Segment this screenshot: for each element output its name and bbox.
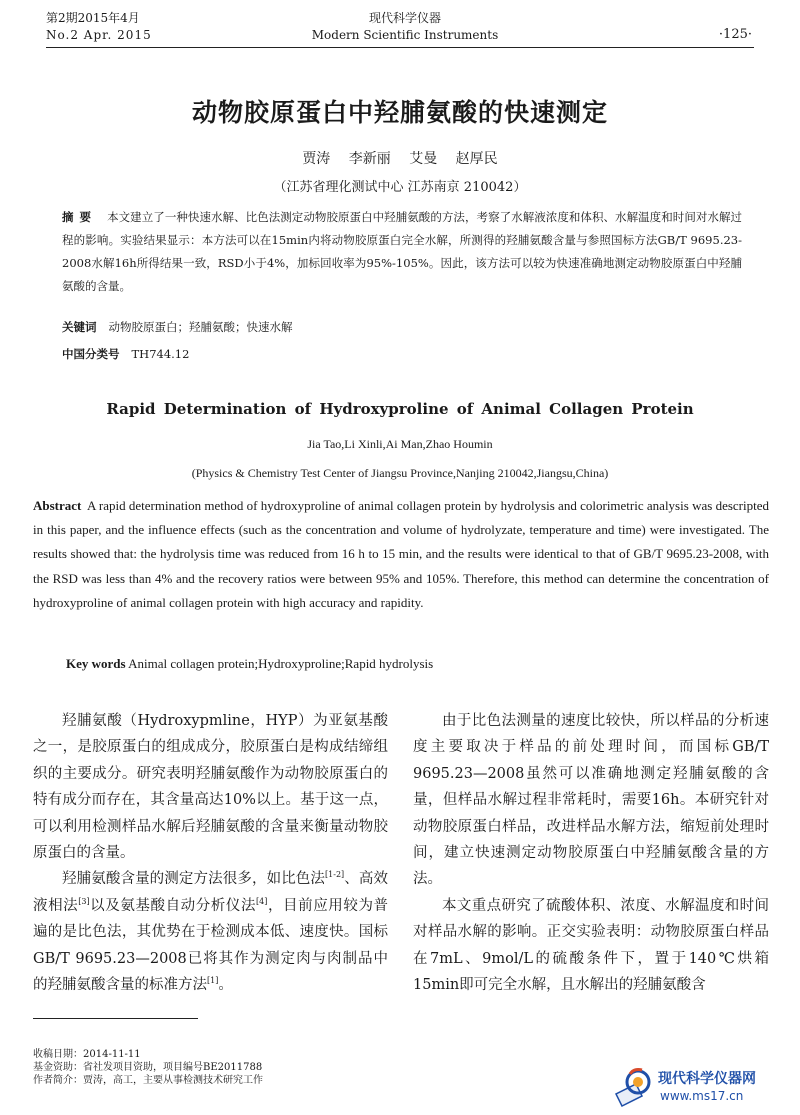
abstract-en-label: Abstract — [33, 498, 82, 513]
citation-ref: [4] — [256, 896, 268, 906]
text-run: 、高效液相法 — [33, 871, 389, 914]
body-column-right — [413, 708, 769, 998]
body-left-paragraph-1: 羟脯氨酸（Hydroxypmline，HYP）为亚氨基酸之一，是胶原蛋白的组成成分，胶原蛋白是构成结缔组织的主要成分。研究表明羟脯氨酸作为动物胶原蛋白的特有成分而存在，其含量高达10%以上。基于这一点，可以利用检测样品水解后羟脯氨酸的含量来衡量动物胶原蛋白的含量。 — [33, 713, 388, 862]
authors-en: Jia Tao,Li Xinli,Ai Man,Zhao Houmin — [307, 437, 493, 451]
body-column-left — [33, 708, 388, 998]
magnifier-icon — [612, 1064, 656, 1110]
keywords-en-text: Animal collagen protein;Hydroxyproline;Rapid hydrolysis — [128, 656, 434, 671]
keywords-cn-label: 关键词 — [62, 320, 97, 334]
watermark-name: 现代科学仪器网 — [658, 1071, 756, 1087]
citation-ref: [1-2] — [325, 870, 345, 880]
text-run: ，目前应用较为普遍的是比色法，其优势在于检测成本低、速度快。国标GB/T 9695.23—2008已将其作为测定肉与肉制品中的羟脯氨酸含量的标准方法 — [33, 897, 389, 994]
page-title: 动物胶原蛋白中羟脯氨酸的快速测定 — [191, 98, 608, 127]
title-en: Rapid Determination of Hydroxyproline of Animal Collagen Protein — [106, 400, 694, 418]
citation-ref: [3] — [78, 896, 90, 906]
journal-en: Modern Scientific Instruments — [311, 28, 499, 42]
watermark-url: www.ms17.cn — [660, 1089, 744, 1103]
issue-en: No.2 Apr. 2015 — [46, 28, 152, 42]
body-left-paragraph-2 — [33, 866, 388, 998]
abstract-en — [33, 494, 769, 615]
footnote-fund: 基金资助：省社发项目资助，项目编号BE2011788 — [33, 1062, 263, 1073]
body-right-paragraph-2: 本文重点研究了硫酸体积、浓度、水解温度和时间对样品水解的影响。正交实验表明：动物胶原蛋白样品在7mL、9mol/L的硫酸条件下，置于140℃烘箱15min即可完全水解，且水解出的羟脯氨酸含 — [413, 897, 769, 994]
text-run: 以及氨基酸自动分析仪法 — [89, 897, 257, 914]
footnote-author: 作者简介：贾涛，高工，主要从事检测技术研究工作 — [33, 1075, 263, 1086]
text-run: 羟脯氨酸含量的测定方法很多，如比色法 — [62, 871, 326, 888]
header-rule — [46, 47, 754, 48]
clc-number — [62, 346, 189, 362]
page-number: ·125· — [718, 27, 752, 42]
affiliation-en: (Physics & Chemistry Test Center of Jiangsu Province,Nanjing 210042,Jiangsu,China) — [191, 466, 609, 480]
text-run: 。 — [218, 977, 233, 994]
journal-name — [290, 10, 520, 44]
citation-ref: [1] — [207, 976, 219, 986]
abstract-cn-text: 本文建立了一种快速水解、比色法测定动物胶原蛋白中羟脯氨酸的方法，考察了水解液浓度和体积、水解温度和时间对水解过程的影响。实验结果显示：本方法可以在15min内将动物胶原蛋白完全水解，所测得的羟脯氨酸含量与参照国标方法GB/T 9695.23-2008水解16h所得结果一致，RSD小于4%，加标回收率为95%-105%。因此，该方法可以较为快速准确地测定动物胶原蛋白中羟脯氨酸的含量。 — [62, 210, 742, 293]
journal-cn: 现代科学仪器 — [368, 11, 441, 25]
keywords-cn — [62, 319, 293, 335]
abstract-en-text: A rapid determination method of hydroxyproline of animal collagen protein by hydrolysis and colorimetric analysis was descripted in this paper, and the influence effects (such as the concentration and volume of hydrolyzate, temperature and time) were investigated. The results showed that: the hydrolysis time was reduced from 16 h to 15 min, and the results were identical to that of GB/T 9695.23-2008, with the RSD was less than 4% and the recovery ratios were between 95% and 105%. Therefore, this method can determine the concentration of hydroxyproline of animal collagen protein with high accuracy and rapidity. — [33, 498, 769, 610]
body-right-paragraph-1: 由于比色法测量的速度比较快，所以样品的分析速度主要取决于样品的前处理时间，而国标GB/T 9695.23—2008虽然可以准确地测定羟脯氨酸的含量，但样品水解过程非常耗时，需要16h。本研究针对动物胶原蛋白样品，改进样品水解方法，缩短前处理时间，建立快速测定动物胶原蛋白中羟脯氨酸含量的方法。 — [413, 713, 769, 888]
clc-text: TH744.12 — [131, 347, 190, 361]
footnotes — [33, 1048, 263, 1087]
abstract-cn — [62, 206, 742, 298]
footnote-received: 收稿日期：2014-11-11 — [33, 1049, 141, 1060]
issue-info — [46, 10, 152, 44]
abstract-cn-label: 摘要 — [62, 210, 98, 224]
keywords-en — [66, 656, 433, 672]
authors-cn: 贾涛 李新丽 艾曼 赵厚民 — [302, 151, 498, 167]
issue-cn: 第2期2015年4月 — [46, 11, 140, 25]
watermark-logo — [612, 1062, 782, 1112]
clc-label: 中国分类号 — [62, 347, 120, 361]
keywords-cn-text: 动物胶原蛋白；羟脯氨酸；快速水解 — [108, 320, 293, 334]
keywords-en-label: Key words — [66, 656, 126, 671]
affiliation-cn: （江苏省理化测试中心 江苏南京 210042） — [273, 180, 527, 195]
footnote-rule — [33, 1018, 198, 1019]
